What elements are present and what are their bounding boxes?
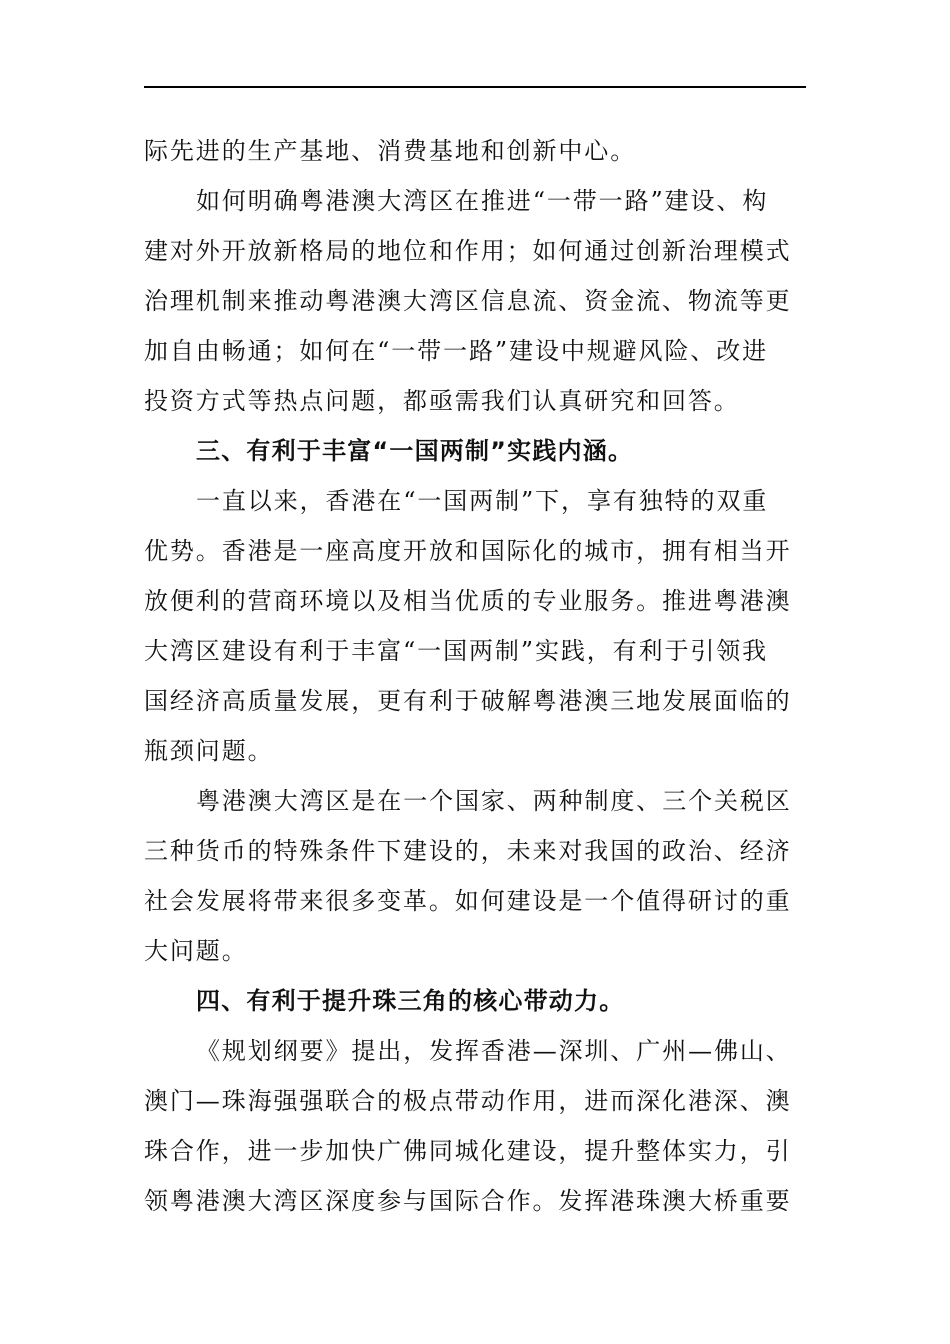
paragraph-line: 澳门—珠海强强联合的极点带动作用，进而深化港深、澳 [144,1087,792,1115]
paragraph-line: 加自由畅通；如何在“一带一路”建设中规避风险、改进 [144,337,769,365]
paragraph-line: 建对外开放新格局的地位和作用；如何通过创新治理模式 [144,237,792,265]
paragraph-line: 放便利的营商环境以及相当优质的专业服务。推进粤港澳 [144,587,792,615]
document-body [144,126,806,1226]
paragraph-line: 粤港澳大湾区是在一个国家、两种制度、三个关税区 [196,787,792,815]
section-heading: 四、有利于提升珠三角的核心带动力。 [196,987,625,1015]
paragraph-line: 《规划纲要》提出，发挥香港—深圳、广州—佛山、 [196,1037,792,1065]
paragraph-line: 一直以来，香港在“一国两制”下，享有独特的双重 [196,487,769,515]
paragraph-line: 优势。香港是一座高度开放和国际化的城市，拥有相当开 [144,537,792,565]
paragraph-line: 珠合作，进一步加快广佛同城化建设，提升整体实力，引 [144,1137,792,1165]
paragraph-line: 瓶颈问题。 [144,737,274,765]
paragraph-line: 三种货币的特殊条件下建设的，未来对我国的政治、经济 [144,837,792,865]
section-heading: 三、有利于丰富“一国两制”实践内涵。 [196,437,634,465]
paragraph-line: 如何明确粤港澳大湾区在推进“一带一路”建设、构 [196,187,769,215]
paragraph-line: 治理机制来推动粤港澳大湾区信息流、资金流、物流等更 [144,287,792,315]
paragraph-line: 领粤港澳大湾区深度参与国际合作。发挥港珠澳大桥重要 [144,1187,792,1215]
paragraph-line: 际先进的生产基地、消费基地和创新中心。 [144,137,637,165]
paragraph-line: 大湾区建设有利于丰富“一国两制”实践，有利于引领我 [144,637,769,665]
paragraph-line: 社会发展将带来很多变革。如何建设是一个值得研讨的重 [144,887,792,915]
header-rule [144,86,806,88]
paragraph-line: 大问题。 [144,937,248,965]
paragraph-line: 投资方式等热点问题，都亟需我们认真研究和回答。 [144,387,740,415]
paragraph-line: 国经济高质量发展，更有利于破解粤港澳三地发展面临的 [144,687,792,715]
